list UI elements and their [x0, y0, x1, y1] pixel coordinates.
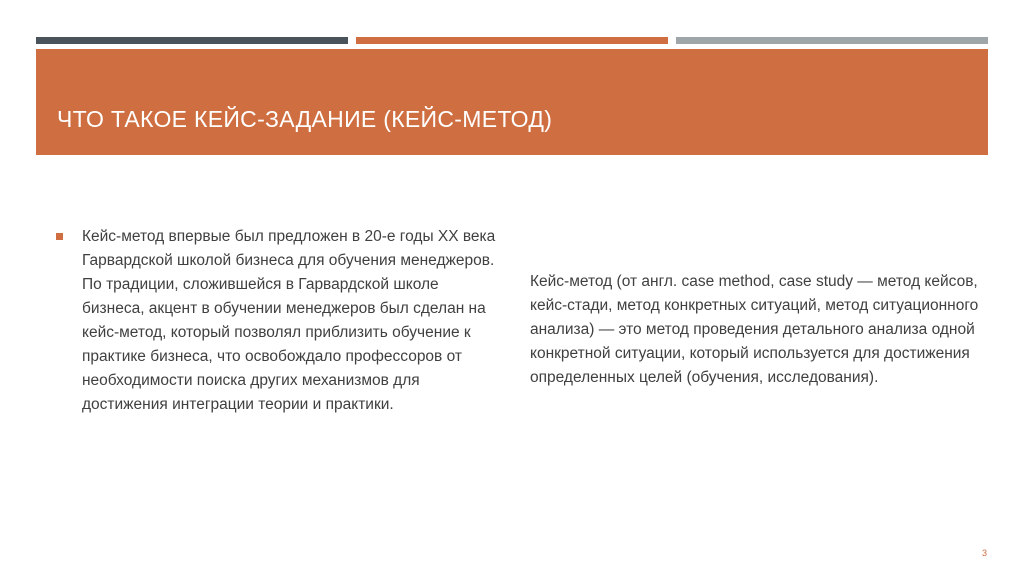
page-number: 3 — [982, 548, 988, 558]
slide-title: ЧТО ТАКОЕ КЕЙС-ЗАДАНИЕ (КЕЙС-МЕТОД) — [57, 106, 553, 132]
bullet-text: Кейс-метод впервые был предложен в 20-е годы XX века Гарвардской школой бизнеса для обучения менеджеров. По традиции, сложившейся в Гарвардской школе бизнеса, акцент в обучении менеджеров был сделан на кейс-метод, который позволял приблизить обучение к практике бизнеса, что освобождало профессоров от необходимости поиска других механизмов для достижения интеграции теории и практики. — [82, 228, 496, 413]
bullet-item — [56, 225, 496, 417]
title-band — [36, 49, 988, 155]
right-content-column — [530, 270, 980, 390]
definition-paragraph: Кейс-метод (от англ. case method, case study — метод кейсов, кейс-стади, метод конкретных ситуаций, метод ситуационного анализа) — это метод проведения детального анализа одной конкретной ситуации, который используется для достижения определенных целей (обучения, исследования). — [530, 273, 979, 386]
square-bullet-icon — [56, 233, 63, 240]
top-accent-bar-orange — [356, 37, 668, 44]
top-accent-bar-gray — [676, 37, 988, 44]
top-accent-bar-dark — [36, 37, 348, 44]
left-content-column — [56, 225, 496, 417]
